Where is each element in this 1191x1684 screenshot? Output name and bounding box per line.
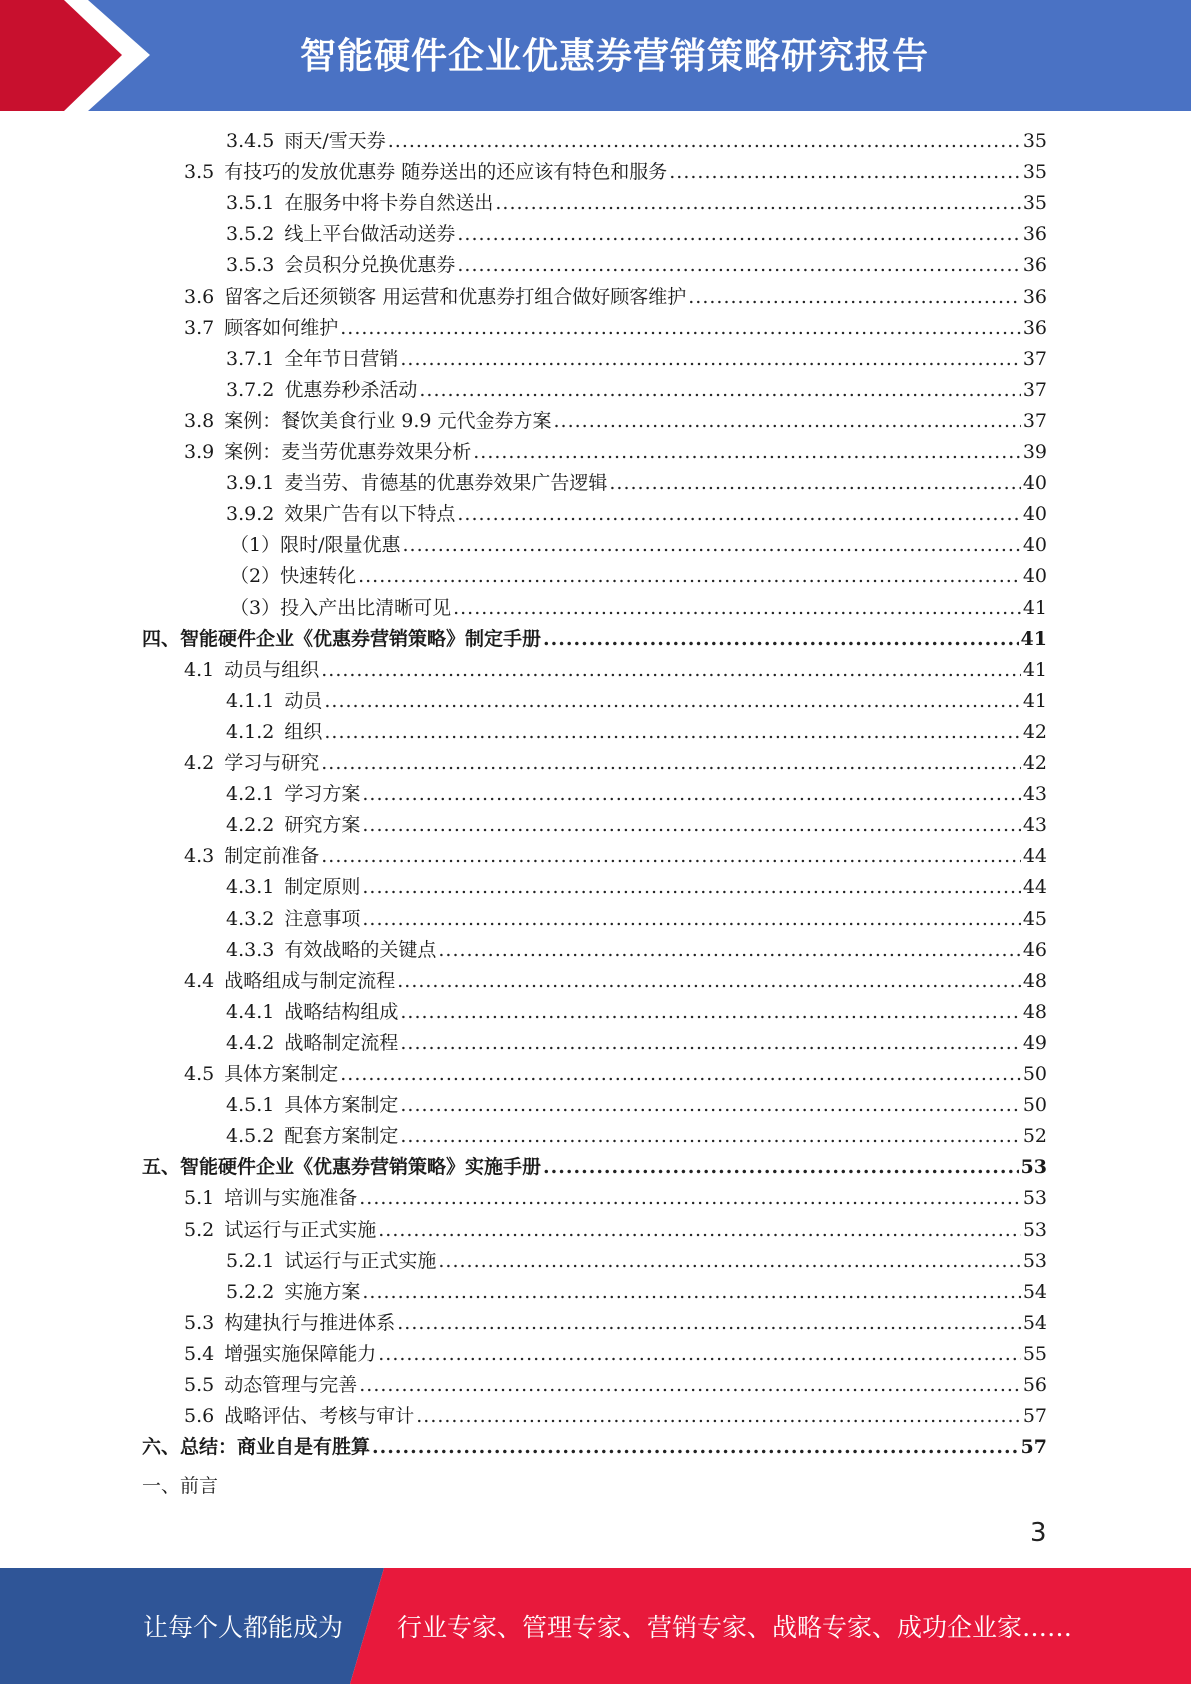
toc-dot-leader	[372, 1432, 1019, 1463]
toc-entry[interactable]	[184, 157, 1047, 188]
toc-entry[interactable]	[230, 561, 1047, 592]
toc-entry-number: 3.5	[184, 161, 215, 183]
toc-dot-leader	[457, 219, 1020, 250]
toc-entry-number: 3.5.1	[226, 192, 275, 214]
toc-entry-title: 制定原则	[284, 876, 361, 898]
toc-entry-number: 4.2.1	[226, 783, 275, 805]
toc-entry[interactable]	[226, 872, 1047, 903]
toc-entry-number: 4.5.1	[226, 1094, 275, 1116]
toc-entry-page: 43	[1022, 814, 1047, 836]
toc-entry-number: 5.5	[184, 1374, 215, 1396]
toc-entry-title: 线上平台做活动送券	[284, 223, 456, 245]
toc-dot-leader	[473, 437, 1021, 468]
toc-entry-title: 试运行与正式实施	[284, 1250, 437, 1272]
toc-entry-page: 40	[1022, 534, 1047, 556]
toc-entry-page: 49	[1022, 1032, 1047, 1054]
toc-entry-title: 增强实施保障能力	[224, 1343, 377, 1365]
toc-dot-leader	[403, 530, 1021, 561]
toc-entry[interactable]	[226, 344, 1047, 375]
toc-entry[interactable]	[184, 1308, 1047, 1339]
toc-entry[interactable]	[230, 593, 1047, 624]
toc-entry-number: 4.3.3	[226, 939, 275, 961]
toc-entry[interactable]	[226, 375, 1047, 406]
toc-entry[interactable]	[184, 1215, 1047, 1246]
toc-entry-number: 4.3	[184, 845, 215, 867]
toc-dot-leader	[362, 904, 1020, 935]
toc-entry-number: 3.7	[184, 317, 215, 339]
toc-entry-page: 35	[1022, 161, 1047, 183]
toc-entry-title: 研究方案	[284, 814, 361, 836]
toc-entry-page: 55	[1022, 1343, 1047, 1365]
toc-entry[interactable]	[226, 250, 1047, 281]
toc-entry[interactable]	[226, 126, 1047, 157]
toc-dot-leader	[321, 748, 1021, 779]
toc-entry-number: 5.1	[184, 1187, 215, 1209]
toc-entry-page: 44	[1022, 845, 1047, 867]
toc-dot-leader	[669, 157, 1021, 188]
toc-entry-number: 4.3.2	[226, 908, 275, 930]
toc-entry-number: 4.3.1	[226, 876, 275, 898]
toc-entry[interactable]	[226, 1121, 1047, 1152]
toc-dot-leader	[400, 997, 1020, 1028]
toc-entry-number: 3.8	[184, 410, 215, 432]
toc-entry-title: 优惠券秒杀活动	[284, 379, 418, 401]
toc-entry-title: 战略制定流程	[284, 1032, 399, 1054]
toc-entry-title: 全年节日营销	[284, 348, 399, 370]
toc-entry-page: 53	[1020, 1156, 1047, 1178]
toc-entry-title: （2）快速转化	[230, 565, 357, 587]
toc-entry-page: 40	[1022, 472, 1047, 494]
toc-entry[interactable]	[184, 282, 1047, 313]
toc-entry[interactable]	[142, 624, 1047, 655]
toc-entry-number: 5.4	[184, 1343, 215, 1365]
toc-entry-title: 效果广告有以下特点	[284, 503, 456, 525]
page-number: 3	[1030, 1518, 1047, 1548]
toc-entry[interactable]	[184, 437, 1047, 468]
toc-dot-leader	[397, 1308, 1021, 1339]
toc-entry-page: 50	[1022, 1094, 1047, 1116]
toc-dot-leader	[688, 282, 1021, 313]
toc-entry-page: 54	[1022, 1281, 1047, 1303]
toc-entry-page: 50	[1022, 1063, 1047, 1085]
toc-dot-leader	[324, 717, 1020, 748]
toc-entry-title: 动员	[284, 690, 323, 712]
toc-entry[interactable]	[184, 1339, 1047, 1370]
toc-entry[interactable]	[142, 1152, 1047, 1183]
toc-entry-number: 3.5.3	[226, 254, 275, 276]
toc-dot-leader	[416, 1401, 1021, 1432]
toc-entry-title: 四、智能硬件企业《优惠券营销策略》制定手册	[142, 628, 542, 650]
toc-dot-leader	[457, 250, 1020, 281]
preface-heading[interactable]: 一、前言	[142, 1475, 219, 1497]
toc-dot-leader	[438, 1246, 1020, 1277]
toc-dot-leader	[378, 1215, 1021, 1246]
toc-entry-title: 案例：餐饮美食行业 9.9 元代金券方案	[224, 410, 552, 432]
toc-entry-page: 53	[1022, 1187, 1047, 1209]
toc-entry-number: 4.4	[184, 970, 215, 992]
toc-entry-page: 37	[1022, 348, 1047, 370]
toc-entry-number: 3.7.1	[226, 348, 275, 370]
toc-dot-leader	[362, 872, 1020, 903]
toc-entry-page: 42	[1022, 752, 1047, 774]
toc-entry-title: 注意事项	[284, 908, 361, 930]
toc-entry[interactable]	[226, 686, 1047, 717]
toc-entry-page: 37	[1022, 410, 1047, 432]
toc-entry-number: 3.9.1	[226, 472, 275, 494]
toc-entry-page: 36	[1022, 223, 1047, 245]
toc-entry-number: 4.2.2	[226, 814, 275, 836]
toc-entry-page: 36	[1022, 286, 1047, 308]
toc-dot-leader	[400, 1028, 1020, 1059]
toc-entry[interactable]	[184, 1059, 1047, 1090]
toc-dot-leader	[340, 313, 1021, 344]
toc-entry-page: 45	[1022, 908, 1047, 930]
toc-entry-title: 六、总结：商业自是有胜算	[142, 1436, 371, 1458]
toc-dot-leader	[362, 810, 1020, 841]
toc-dot-leader	[419, 375, 1020, 406]
toc-entry-page: 48	[1022, 970, 1047, 992]
toc-entry[interactable]	[226, 935, 1047, 966]
toc-entry-page: 53	[1022, 1250, 1047, 1272]
toc-entry-page: 35	[1022, 130, 1047, 152]
toc-dot-leader	[388, 126, 1021, 157]
toc-entry[interactable]	[184, 1401, 1047, 1432]
toc-entry-number: 4.1	[184, 659, 215, 681]
toc-entry[interactable]	[184, 655, 1047, 686]
toc-entry[interactable]	[184, 1183, 1047, 1214]
toc-entry-title: 培训与实施准备	[224, 1187, 358, 1209]
toc-dot-leader	[609, 468, 1020, 499]
toc-entry-number: 4.5	[184, 1063, 215, 1085]
toc-entry-page: 43	[1022, 783, 1047, 805]
toc-entry-title: （3）投入产出比清晰可见	[230, 597, 452, 619]
header-arrow-decoration	[0, 0, 160, 111]
footer-slogan-right: 行业专家、管理专家、营销专家、战略专家、成功企业家……	[397, 1613, 1073, 1642]
toc-dot-leader	[378, 1339, 1021, 1370]
toc-entry[interactable]	[226, 499, 1047, 530]
toc-entry-page: 52	[1022, 1125, 1047, 1147]
toc-entry-number: 4.2	[184, 752, 215, 774]
toc-entry-number: 3.5.2	[226, 223, 275, 245]
toc-entry-page: 54	[1022, 1312, 1047, 1334]
toc-entry-page: 36	[1022, 254, 1047, 276]
toc-entry-page: 46	[1022, 939, 1047, 961]
toc-entry-page: 39	[1022, 441, 1047, 463]
toc-entry-number: 4.5.2	[226, 1125, 275, 1147]
toc-entry-title: 战略组成与制定流程	[224, 970, 396, 992]
toc-entry-page: 41	[1022, 690, 1047, 712]
toc-entry-number: 4.1.2	[226, 721, 275, 743]
toc-entry-title: 留客之后还须锁客 用运营和优惠券打组合做好顾客维护	[224, 286, 687, 308]
toc-dot-leader	[359, 1183, 1021, 1214]
toc-entry-title: 学习方案	[284, 783, 361, 805]
toc-entry-title: 动员与组织	[224, 659, 320, 681]
toc-entry[interactable]	[226, 717, 1047, 748]
toc-entry[interactable]	[226, 810, 1047, 841]
toc-entry-title: 在服务中将卡券自然送出	[284, 192, 494, 214]
toc-entry[interactable]	[226, 1277, 1047, 1308]
toc-entry[interactable]	[184, 313, 1047, 344]
toc-entry-title: 案例：麦当劳优惠券效果分析	[224, 441, 472, 463]
toc-entry-page: 57	[1022, 1405, 1047, 1427]
toc-dot-leader	[359, 1370, 1021, 1401]
toc-entry-title: 试运行与正式实施	[224, 1219, 377, 1241]
toc-entry-title: 五、智能硬件企业《优惠券营销策略》实施手册	[142, 1156, 542, 1178]
toc-entry-page: 42	[1022, 721, 1047, 743]
toc-entry[interactable]	[226, 1246, 1047, 1277]
toc-entry-title: 雨天/雪天券	[284, 130, 386, 152]
toc-entry[interactable]	[226, 219, 1047, 250]
toc-entry-page: 36	[1022, 317, 1047, 339]
toc-dot-leader	[358, 561, 1021, 592]
toc-entry-title: 组织	[284, 721, 323, 743]
page-header	[0, 0, 1191, 111]
toc-dot-leader	[495, 188, 1020, 219]
toc-entry-number: 3.9	[184, 441, 215, 463]
toc-entry[interactable]	[226, 1028, 1047, 1059]
toc-entry-number: 4.4.1	[226, 1001, 275, 1023]
toc-entry-title: 实施方案	[284, 1281, 361, 1303]
toc-entry-number: 3.7.2	[226, 379, 275, 401]
toc-entry-number: 3.6	[184, 286, 215, 308]
toc-entry-page: 44	[1022, 876, 1047, 898]
document-title: 智能硬件企业优惠券营销策略研究报告	[300, 36, 930, 77]
toc-dot-leader	[400, 1090, 1020, 1121]
toc-entry-page: 57	[1020, 1436, 1047, 1458]
toc-entry-page: 53	[1022, 1219, 1047, 1241]
toc-entry-page: 41	[1020, 628, 1047, 650]
toc-entry-number: 5.2.1	[226, 1250, 275, 1272]
toc-entry[interactable]	[184, 966, 1047, 997]
toc-entry[interactable]	[226, 779, 1047, 810]
toc-entry-number: 5.3	[184, 1312, 215, 1334]
toc-entry-page: 41	[1022, 659, 1047, 681]
toc-dot-leader	[457, 499, 1020, 530]
toc-entry-page: 40	[1022, 565, 1047, 587]
toc-entry[interactable]	[184, 748, 1047, 779]
toc-entry-title: 顾客如何维护	[224, 317, 339, 339]
toc-entry-title: 战略评估、考核与审计	[224, 1405, 415, 1427]
toc-entry-title: 配套方案制定	[284, 1125, 399, 1147]
toc-entry-number: 3.4.5	[226, 130, 275, 152]
toc-entry-title: 具体方案制定	[284, 1094, 399, 1116]
toc-dot-leader	[453, 593, 1021, 624]
toc-dot-leader	[321, 655, 1021, 686]
toc-dot-leader	[324, 686, 1020, 717]
toc-entry-number: 5.6	[184, 1405, 215, 1427]
toc-entry-number: 3.9.2	[226, 503, 275, 525]
toc-dot-leader	[400, 1121, 1020, 1152]
toc-entry-page: 40	[1022, 503, 1047, 525]
toc-entry-title: 学习与研究	[224, 752, 320, 774]
toc-entry-number: 4.4.2	[226, 1032, 275, 1054]
toc-entry-title: （1）限时/限量优惠	[230, 534, 401, 556]
page-footer	[0, 1568, 1191, 1684]
toc-entry[interactable]	[226, 904, 1047, 935]
toc-entry[interactable]	[184, 841, 1047, 872]
toc-entry[interactable]	[184, 1370, 1047, 1401]
toc-dot-leader	[438, 935, 1020, 966]
toc-entry-page: 37	[1022, 379, 1047, 401]
toc-entry-page: 48	[1022, 1001, 1047, 1023]
toc-entry-title: 制定前准备	[224, 845, 320, 867]
toc-entry-number: 5.2	[184, 1219, 215, 1241]
toc-entry[interactable]	[226, 468, 1047, 499]
toc-dot-leader	[554, 406, 1021, 437]
toc-entry-title: 战略结构组成	[284, 1001, 399, 1023]
toc-entry-title: 有技巧的发放优惠券 随券送出的还应该有特色和服务	[224, 161, 668, 183]
toc-entry-number: 4.1.1	[226, 690, 275, 712]
toc-entry[interactable]	[184, 406, 1047, 437]
toc-dot-leader	[400, 344, 1020, 375]
toc-dot-leader	[362, 779, 1020, 810]
toc-dot-leader	[543, 1152, 1019, 1183]
toc-dot-leader	[321, 841, 1021, 872]
toc-dot-leader	[362, 1277, 1020, 1308]
toc-entry[interactable]	[226, 1090, 1047, 1121]
toc-entry[interactable]	[230, 530, 1047, 561]
toc-entry-number: 5.2.2	[226, 1281, 275, 1303]
footer-slogan-left: 让每个人都能成为	[143, 1613, 344, 1642]
toc-entry-page: 41	[1022, 597, 1047, 619]
toc-entry-title: 具体方案制定	[224, 1063, 339, 1085]
toc-entry-title: 麦当劳、肯德基的优惠券效果广告逻辑	[284, 472, 608, 494]
toc-entry-title: 动态管理与完善	[224, 1374, 358, 1396]
toc-entry[interactable]	[142, 1432, 1047, 1463]
toc-entry-title: 构建执行与推进体系	[224, 1312, 396, 1334]
toc-entry-title: 有效战略的关键点	[284, 939, 437, 961]
toc-entry[interactable]	[226, 997, 1047, 1028]
toc-dot-leader	[397, 966, 1021, 997]
toc-dot-leader	[543, 624, 1019, 655]
toc-dot-leader	[340, 1059, 1021, 1090]
toc-entry-title: 会员积分兑换优惠券	[284, 254, 456, 276]
toc-entry-page: 35	[1022, 192, 1047, 214]
toc-entry[interactable]	[226, 188, 1047, 219]
toc-entry-page: 56	[1022, 1374, 1047, 1396]
